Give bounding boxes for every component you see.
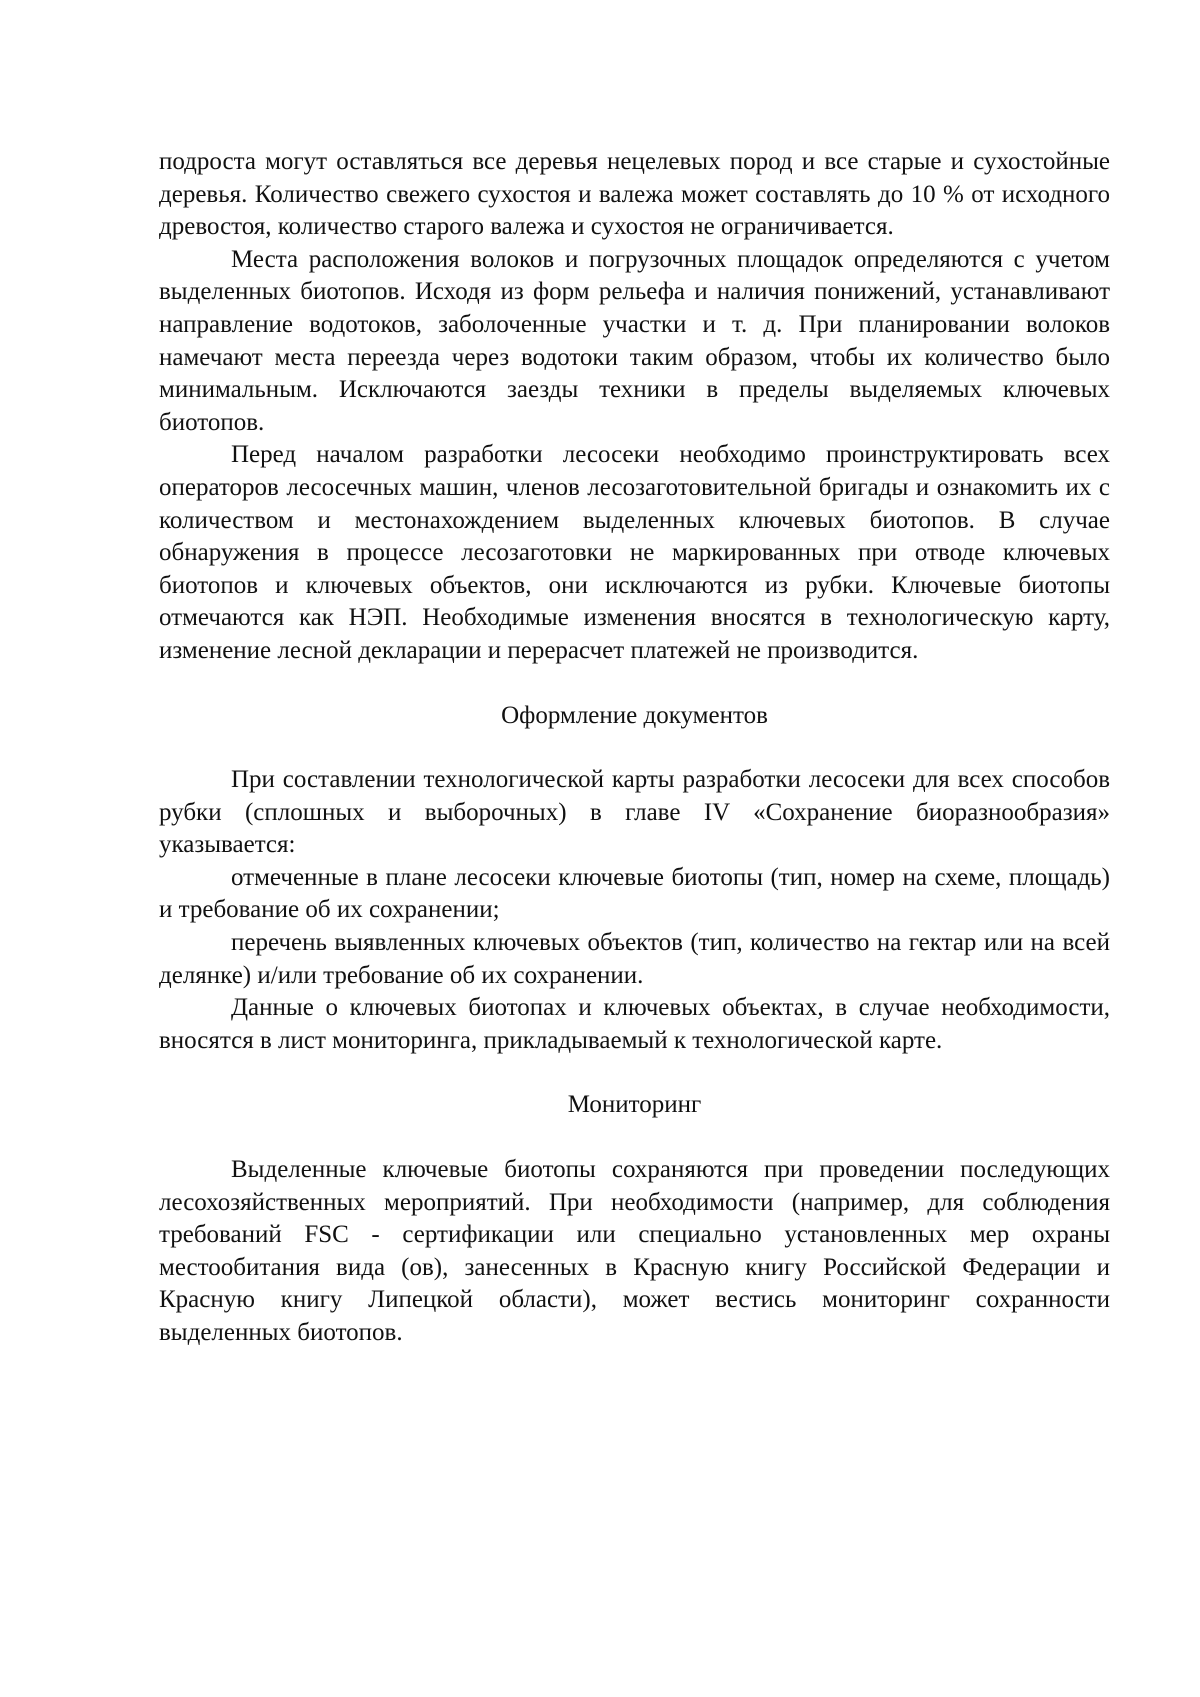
- heading-documents: Оформление документов: [501, 701, 768, 729]
- paragraph-monitoring: Выделенные ключевые биотопы сохраняются при проведении последующих лесохозяйственных мероприятий. При необходимости (например, для соблюдения требований FSC - сертификации или специально установленных мер охраны местообитания вида (ов), занесенных в Красную книгу Российской Федерации и Красную книгу Липецкой области), может вестись мониторинг сохранности выделенных биотопов.: [159, 1156, 1110, 1346]
- heading-monitoring: Мониторинг: [567, 1091, 702, 1119]
- paragraph-biotopes-list: отмеченные в плане лесосеки ключевые биотопы (тип, номер на схеме, площадь) и требование об их сохранении;: [159, 863, 1110, 924]
- paragraph-objects-list: перечень выявленных ключевых объектов (тип, количество на гектар или на всей делянке) и/или требование об их сохранении.: [159, 929, 1110, 989]
- document-page: [159, 146, 1110, 1350]
- paragraph-instruction: Перед началом разработки лесосеки необходимо проинструктировать всех операторов лесосечных машин, членов лесозаготовительной бригады и ознакомить их с количеством и местонахождением выделенных ключевых биотопов. В случае обнаружения в процессе лесозаготовки не маркированных при отводе ключевых биотопов и ключевых объектов, они исключаются из рубки. Ключевые биотопы отмечаются как НЭП. Необходимые изменения вносятся в технологическую карту, изменение лесной декларации и перерасчет платежей не производится.: [159, 441, 1110, 664]
- paragraph-continuation: подроста могут оставляться все деревья нецелевых пород и все старые и сухостойные деревья. Количество свежего сухостоя и валежа может составлять до 10 % от исходного древостоя, количество старого валежа и сухостоя не ограничивается.: [159, 148, 1110, 241]
- paragraph-monitoring-sheet: Данные о ключевых биотопах и ключевых объектах, в случае необходимости, вносятся в лист мониторинга, прикладываемый к технологической карте.: [159, 994, 1110, 1054]
- paragraph-tech-map: При составлении технологической карты разработки лесосеки для всех способов рубки (сплошных и выборочных) в главе IV «Сохранение биоразнообразия» указывается:: [159, 766, 1110, 859]
- paragraph-skid-trails: Места расположения волоков и погрузочных площадок определяются с учетом выделенных биотопов. Исходя из форм рельефа и наличия понижений, устанавливают направление водотоков, заболоченные участки и т. д. При планировании волоков намечают места переезда через водотоки таким образом, чтобы их количество было минимальным. Исключаются заезды техники в пределы выделяемых ключевых биотопов.: [159, 245, 1110, 436]
